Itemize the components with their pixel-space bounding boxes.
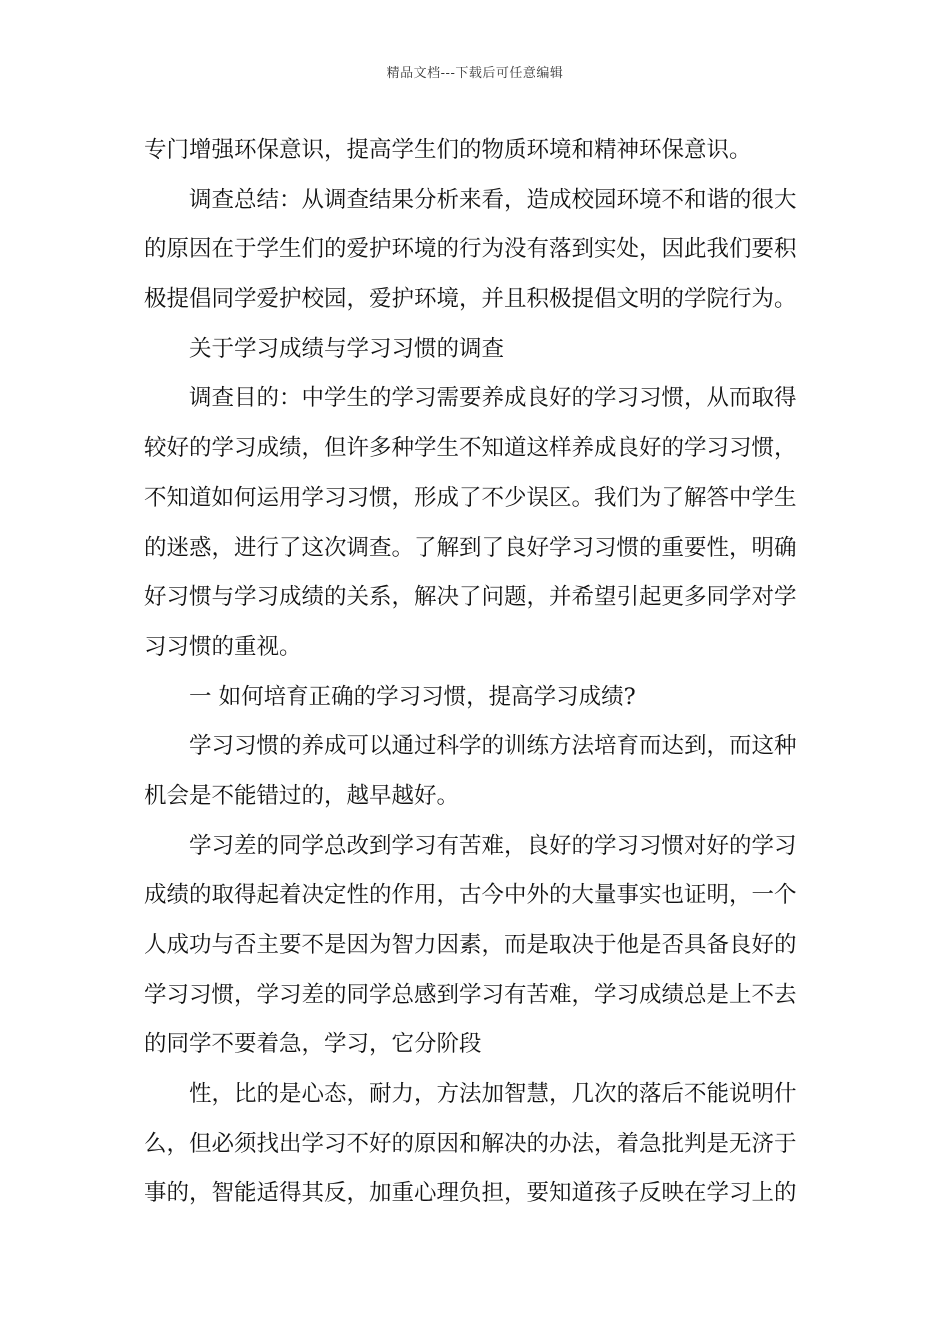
text-line: 较好的学习成绩，但许多种学生不知道这样养成良好的学习习惯， [144,435,797,462]
text-line: 专门增强环保意识，提高学生们的物质环境和精神环保意识。 [144,137,752,163]
text-line: 极提倡同学爱护校园，爱护环境，并且积极提倡文明的学院行为。 [144,286,797,313]
text-line: 调查总结：从调查结果分析来看，造成校园环境不和谐的很大 [189,186,797,213]
text-line: 学习习惯的养成可以通过科学的训练方法培育而达到，而这种 [189,733,797,760]
text-line: 性，比的是心态，耐力，方法加智慧，几次的落后不能说明什 [189,1081,797,1108]
text-line: 的同学不要着急，学习，它分阶段 [144,1031,482,1058]
section-heading: 关于学习成绩与学习习惯的调查 [189,335,505,362]
text-line: 么，但必须找出学习不好的原因和解决的办法，着急批判是无济于 [144,1130,797,1157]
page-header: 精品文档---下载后可任意编辑 [386,66,564,81]
text-line: 不知道如何运用学习习惯，形成了不少误区。我们为了解答中学生 [144,484,797,511]
text-line: 的迷惑，进行了这次调查。了解到了良好学习习惯的重要性，明确 [144,534,797,561]
document-body [144,126,808,1219]
section-heading: 一 如何培育正确的学习习惯，提高学习成绩? [189,683,636,710]
text-line: 学习习惯，学习差的同学总感到学习有苦难，学习成绩总是上不去 [144,981,797,1008]
text-line: 机会是不能错过的，越早越好。 [144,782,460,809]
text-line: 成绩的取得起着决定性的作用，古今中外的大量事实也证明，一个 [144,882,797,909]
text-line: 学习差的同学总改到学习有苦难，良好的学习习惯对好的学习 [189,832,797,859]
text-line: 人成功与否主要不是因为智力因素，而是取决于他是否具备良好的 [144,932,797,958]
text-line: 习习惯的重视。 [144,633,302,660]
text-line: 好习惯与学习成绩的关系，解决了问题，并希望引起更多同学对学 [144,584,797,611]
text-line: 事的，智能适得其反，加重心理负担，要知道孩子反映在学习上的 [144,1180,797,1207]
text-line: 调查目的：中学生的学习需要养成良好的学习习惯，从而取得 [189,385,797,412]
text-line: 的原因在于学生们的爱护环境的行为没有落到实处，因此我们要积 [144,236,797,263]
